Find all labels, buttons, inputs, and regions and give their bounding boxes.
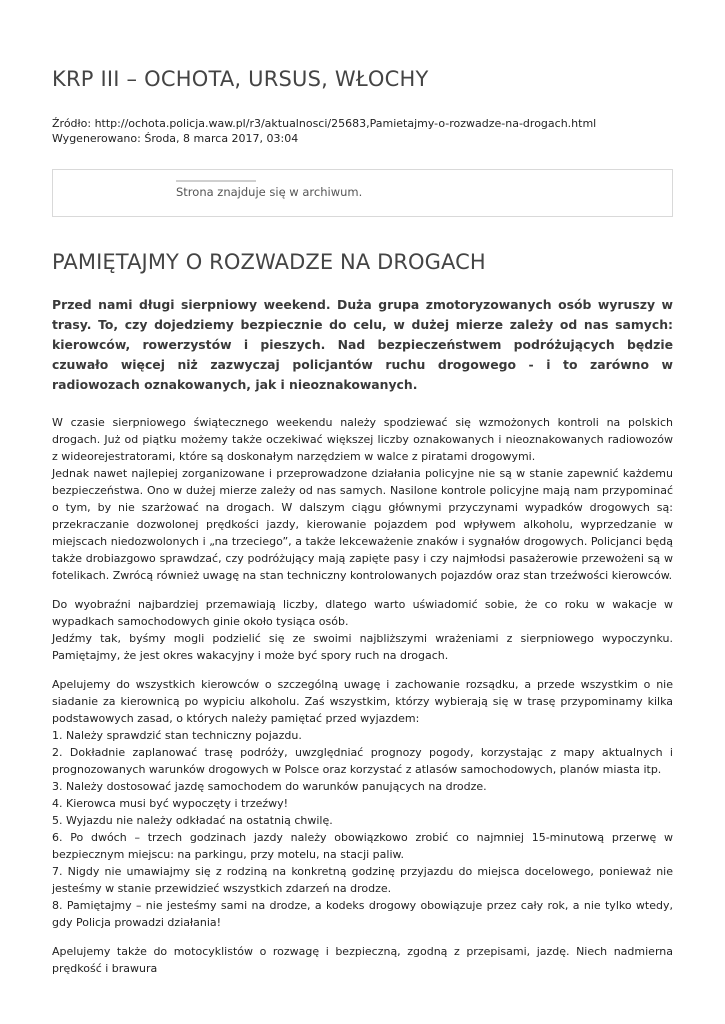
paragraph [52,596,673,664]
paragraph-line: Jedźmy tak, byśmy mogli podzielić się ze swoimi najbliższymi wrażeniami z sierpniowego wypoczynku. Pamiętajmy, że jest okres wakacyjny i może być spory ruch na drogach. [52,632,673,662]
archive-notice: Strona znajduje się w archiwum. [176,185,363,199]
paragraph [52,676,673,931]
generated-date: Wygenerowano: Środa, 8 marca 2017, 03:04 [52,132,299,145]
archive-notice-box [52,169,673,217]
paragraph [52,414,673,584]
rule-item: 4. Kierowca musi być wypoczęty i trzeźwy! [52,797,289,810]
rule-item: 3. Należy dostosować jazdę samochodem do warunków panujących na drodze. [52,780,487,793]
article-body [52,414,673,977]
paragraph [52,943,673,977]
site-title: KRP III – OCHOTA, URSUS, WŁOCHY [52,67,429,91]
paragraph-line: Apelujemy do wszystkich kierowców o szczególną uwagę i zachowanie rozsądku, a przede wszystkim o nie siadanie za kierownicą po wypiciu alkoholu. Zaś wszystkim, którzy wybierają się w trasę przypominamy kilka podstawowych zasad, o których należy pamiętać przed wyjazdem: [52,678,673,725]
rule-item: 8. Pamiętajmy – nie jesteśmy sami na drodze, a kodeks drogowy obowiązuje przez cały rok, a nie tylko wtedy, gdy Policja prowadzi działania! [52,899,673,929]
rule-item: 1. Należy sprawdzić stan techniczny pojazdu. [52,729,302,742]
article-lead: Przed nami długi sierpniowy weekend. Duża grupa zmotoryzowanych osób wyruszy w trasy. To, czy dojedziemy bezpiecznie do celu, w dużej mierze zależy od nas samych: kierowców, rowerzystów i pieszych. Nad bezpieczeństwem podróżujących będzie czuwało więcej niż zazwyczaj policjantów ruchu drogowego - i to zarówno w radiowozach oznakowanych, jak i nieoznakowanych. [52,297,673,392]
paragraph-line: Apelujemy także do motocyklistów o rozwagę i bezpieczną, zgodną z przepisami, jazdę. Niech nadmierna prędkość i brawura [52,945,673,975]
rule-item: 2. Dokładnie zaplanować trasę podróży, uwzględniać prognozy pogody, korzystając z mapy aktualnych i prognozowanych warunków drogowych w Polsce oraz korzystać z atlasów samochodowych, planów miasta itp. [52,746,673,776]
paragraph-line: W czasie sierpniowego świątecznego weekendu należy spodziewać się wzmożonych kontroli na polskich drogach. Już od piątku możemy także oczekiwać większej liczby oznakowanych i nieoznakowanych radiowozów z wideorejestratorami, które są doskonałym narzędziem w walce z piratami drogowymi. [52,416,673,463]
rule-item: 5. Wyjazdu nie należy odkładać na ostatnią chwilę. [52,814,333,827]
source-url: Źródło: http://ochota.policja.waw.pl/r3/aktualnosci/25683,Pamietajmy-o-rozwadze-na-drogach.html [52,117,597,130]
paragraph-line: Do wyobraźni najbardziej przemawiają liczby, dlatego warto uświadomić sobie, że co roku w wakacje w wypadkach samochodowych ginie około tysiąca osób. [52,598,673,628]
archive-divider [176,180,256,182]
document-meta [52,116,673,146]
rule-item: 6. Po dwóch – trzech godzinach jazdy należy obowiązkowo zrobić co najmniej 15-minutową przerwę w bezpiecznym miejscu: na parkingu, przy motelu, na stacji paliw. [52,831,673,861]
rule-item: 7. Nigdy nie umawiajmy się z rodziną na konkretną godzinę przyjazdu do miejsca docelowego, ponieważ nie jesteśmy w stanie przewidzieć wszystkich zdarzeń na drodze. [52,865,673,895]
article-title: PAMIĘTAJMY O ROZWADZE NA DROGACH [52,250,486,274]
paragraph-line: Jednak nawet najlepiej zorganizowane i przeprowadzone działania policyjne nie są w stanie zapewnić każdemu bezpieczeństwa. Ono w dużej mierze zależy od nas samych. Nasilone kontrole policyjne mają nam przypominać o tym, by nie szarżować na drogach. W dalszym ciągu głównymi przyczynami wypadków drogowych są: przekraczanie dozwolonej prędkości jazdy, kierowanie pojazdem pod wpływem alkoholu, wyprzedzanie w miejscach niedozwolonych i „na trzeciego”, a także lekceważenie znaków i sygnałów drogowych. Policjanci będą także drobiazgowo sprawdzać, czy podróżujący mają zapięte pasy i czy najmłodsi pasażerowie przewożeni są w fotelikach. Zwrócą również uwagę na stan techniczny kontrolowanych pojazdów oraz stan trzeźwości kierowców. [52,467,673,582]
